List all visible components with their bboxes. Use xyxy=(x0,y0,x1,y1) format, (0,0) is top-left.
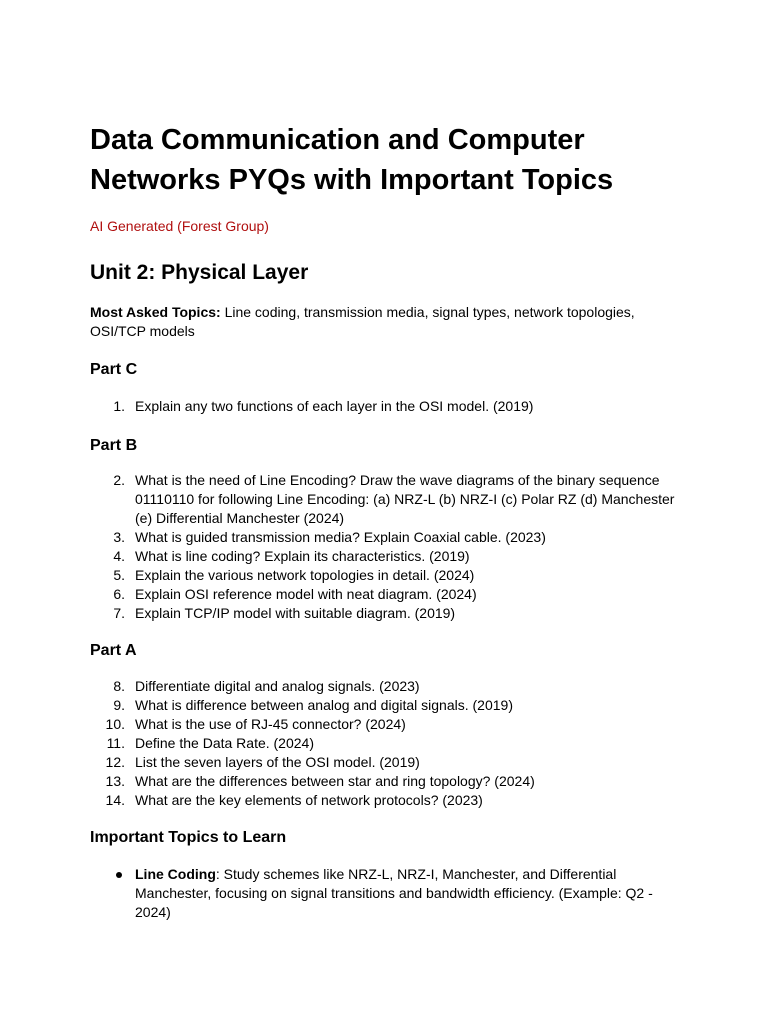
important-topics-list xyxy=(90,865,690,922)
item-text: List the seven layers of the OSI model. (2019) xyxy=(135,754,420,770)
item-number: 4. xyxy=(113,548,125,564)
list-item xyxy=(90,772,690,791)
part-a-list xyxy=(90,677,690,810)
item-text: Explain any two functions of each layer in the OSI model. (2019) xyxy=(135,398,534,414)
item-number: 6. xyxy=(113,586,125,602)
part-a-heading: Part A xyxy=(90,642,137,659)
item-text: What is line coding? Explain its characteristics. (2019) xyxy=(135,548,470,564)
topic-label: Line Coding xyxy=(135,866,216,882)
important-topics-heading: Important Topics to Learn xyxy=(90,829,287,846)
list-item xyxy=(90,397,690,416)
part-b-list xyxy=(90,471,690,623)
item-number: 9. xyxy=(113,697,125,713)
list-item xyxy=(90,604,690,623)
list-item xyxy=(90,791,690,810)
item-number: 7. xyxy=(113,605,125,621)
list-item xyxy=(90,865,690,922)
list-item xyxy=(90,696,690,715)
list-item xyxy=(90,566,690,585)
item-number: 1. xyxy=(113,398,125,414)
item-number: 2. xyxy=(113,472,125,488)
intro-label: Most Asked Topics: xyxy=(90,304,221,320)
item-text: What is guided transmission media? Explain Coaxial cable. (2023) xyxy=(135,529,546,545)
list-item xyxy=(90,528,690,547)
list-item xyxy=(90,547,690,566)
list-item xyxy=(90,585,690,604)
item-number: 13. xyxy=(105,773,125,789)
item-number: 11. xyxy=(106,735,125,751)
most-asked-topics xyxy=(90,303,660,341)
list-item xyxy=(90,471,690,528)
part-c-heading: Part C xyxy=(90,361,138,378)
item-text: What is difference between analog and digital signals. (2019) xyxy=(135,697,513,713)
part-c-list xyxy=(90,397,690,416)
list-item xyxy=(90,753,690,772)
unit-heading: Unit 2: Physical Layer xyxy=(90,261,309,284)
topic-text: : Study schemes like NRZ-L, NRZ-I, Manchester, and Differential Manchester, focusing on signal transitions and bandwidth efficiency. (Example: Q2 - 2024) xyxy=(135,866,653,920)
item-number: 10. xyxy=(105,716,125,732)
item-text: What are the differences between star and ring topology? (2024) xyxy=(135,773,535,789)
subtitle: AI Generated (Forest Group) xyxy=(90,218,269,234)
page-title: Data Communication and Computer Networks PYQs with Important Topics xyxy=(90,124,614,196)
item-number: 8. xyxy=(113,678,125,694)
item-number: 5. xyxy=(113,567,125,583)
item-number: 14. xyxy=(105,792,125,808)
item-text: Differentiate digital and analog signals. (2023) xyxy=(135,678,420,694)
item-text: What is the use of RJ-45 connector? (2024) xyxy=(135,716,406,732)
intro-text: Line coding, transmission media, signal types, network topologies, OSI/TCP models xyxy=(90,304,635,339)
item-number: 3. xyxy=(113,529,125,545)
part-b-heading: Part B xyxy=(90,437,138,454)
bullet-icon xyxy=(116,872,122,878)
item-text: Explain TCP/IP model with suitable diagram. (2019) xyxy=(135,605,456,621)
item-text: Explain OSI reference model with neat diagram. (2024) xyxy=(135,586,477,602)
list-item xyxy=(90,677,690,696)
item-text: What is the need of Line Encoding? Draw the wave diagrams of the binary sequence 01110110 for following Line Encoding: (a) NRZ-L (b) NRZ-I (c) Polar RZ (d) Manchester (e) Differential Manchester (2024) xyxy=(135,472,675,526)
item-text: Define the Data Rate. (2024) xyxy=(135,735,314,751)
item-text: What are the key elements of network protocols? (2023) xyxy=(135,792,483,808)
item-text: Explain the various network topologies in detail. (2024) xyxy=(135,567,475,583)
list-item xyxy=(90,734,690,753)
list-item xyxy=(90,715,690,734)
item-number: 12. xyxy=(105,754,125,770)
